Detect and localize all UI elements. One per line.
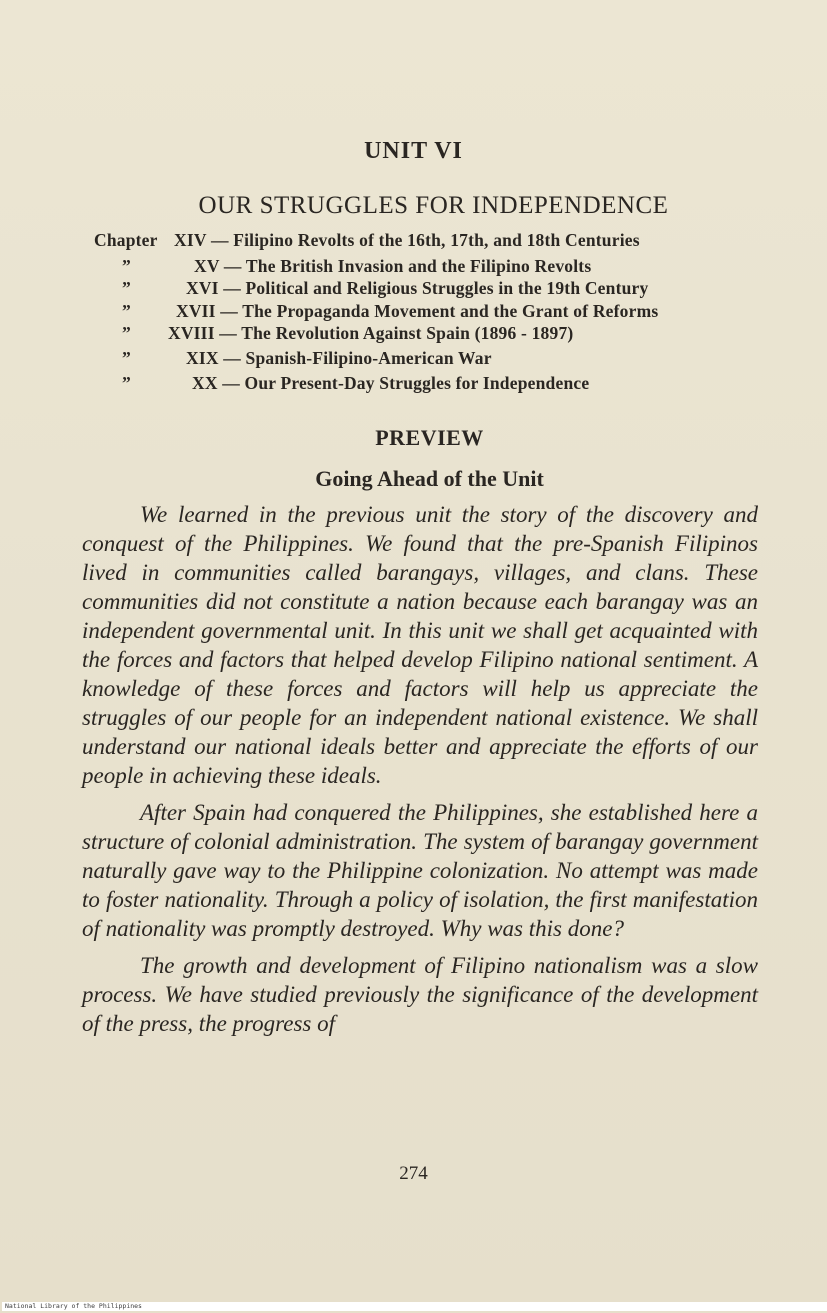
chapter-entry-xvii: XVII — The Propaganda Movement and the Grant of Reforms xyxy=(176,300,659,321)
chapter-entry-xix: XIX — Spanish-Filipino-American War xyxy=(186,347,492,368)
paragraph: After Spain had conquered the Philippines, she established here a structure of colonial administration. The system of barangay government naturally gave way to the Philippine colonization. No attempt was made to foster nationality. Through a policy of isolation, the first manifestation of nationality was promptly destroyed. Why was this done? xyxy=(82,800,758,941)
chapter-entry-xviii: XVIII — The Revolution Against Spain (1896 - 1897) xyxy=(168,323,574,343)
preview-subheading: Going Ahead of the Unit xyxy=(315,466,544,491)
chapter-label: Chapter xyxy=(94,230,158,250)
paragraph: We learned in the previous unit the story of the discovery and conquest of the Philippines. We found that the pre-Spanish Filipinos lived in communities called barangays, villages, and clans. These communities did not constitute a nation because each barangay was an independent governmental unit. In this unit we shall get acquainted with the forces and factors that helped develop Filipino national sentiment. A knowledge of these forces and factors will help us appreciate the struggles of our people for an independent national existence. We shall understand our national ideals better and appreciate the efforts of our people in achieving these ideals. xyxy=(82,502,758,788)
page-number: 274 xyxy=(399,1163,428,1184)
chapter-row xyxy=(94,256,784,280)
chapter-row xyxy=(94,230,784,254)
unit-title: UNIT VI xyxy=(364,138,463,164)
ditto-mark: ” xyxy=(122,347,131,368)
chapter-row xyxy=(94,278,784,302)
ditto-mark: ” xyxy=(122,255,131,276)
ditto-mark: ” xyxy=(122,300,131,321)
chapter-entry-xvi: XVI — Political and Religious Struggles in the 19th Century xyxy=(186,278,649,298)
paragraph: The growth and development of Filipino nationalism was a slow process. We have studied previously the significance of the development of the press, the progress of xyxy=(82,953,758,1036)
chapter-row xyxy=(94,323,784,347)
ditto-mark: ” xyxy=(122,373,131,393)
chapter-entry-xiv: XIV — Filipino Revolts of the 16th, 17th, and 18th Centuries xyxy=(174,230,640,250)
preview-body xyxy=(82,500,758,1046)
chapter-row xyxy=(94,348,784,372)
chapter-row xyxy=(94,373,784,397)
chapter-list xyxy=(94,230,784,395)
ditto-mark: ” xyxy=(122,278,131,298)
preview-heading: PREVIEW xyxy=(375,425,484,450)
chapter-row xyxy=(94,301,784,325)
chapter-entry-xx: XX — Our Present-Day Struggles for Independence xyxy=(192,373,590,393)
unit-subtitle: OUR STRUGGLES FOR INDEPENDENCE xyxy=(198,192,669,219)
library-credit: National Library of the Philippines xyxy=(2,1302,827,1311)
chapter-entry-xv: XV — The British Invasion and the Filipino Revolts xyxy=(194,255,592,276)
ditto-mark: ” xyxy=(122,323,131,343)
